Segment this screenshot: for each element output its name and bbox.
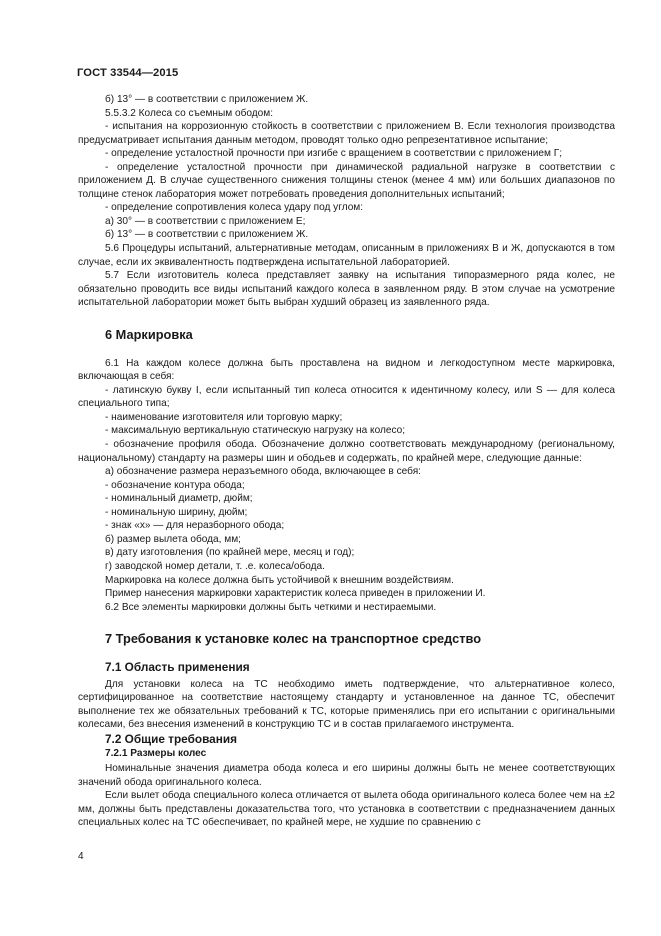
section-heading: 6 Маркировка xyxy=(105,326,193,342)
list-item: в) дату изготовления (по крайней мере, месяц и год); xyxy=(105,547,355,559)
list-item: г) заводской номер детали, т. .е. колеса/обода. xyxy=(105,560,325,572)
paragraph: Если вылет обода специального колеса отличается от вылета обода оригинального колеса более чем на ±2 мм, должны быть представлены доказательства того, что установка в соответствии с предназначением данных специальных колес на ТС обеспечивает, по крайней мере, не худшие по сравнению с xyxy=(78,790,615,829)
list-item: - определение усталостной прочности при динамической радиальной нагрузке в соответствии с приложением Д. В случае существенного снижения толщины стенок (менее 4 мм) или больших диапазонов по толщине стенок лаборатория может потребовать проведения дополнительных испытаний; xyxy=(78,161,615,200)
subsection-heading: 7.1 Область применения xyxy=(105,660,250,675)
page-number: 4 xyxy=(78,851,84,862)
list-item: - номинальную ширину, дюйм; xyxy=(105,506,248,518)
list-item: - наименование изготовителя или торговую марку; xyxy=(105,411,343,423)
list-item: - максимальную вертикальную статическую нагрузку на колесо; xyxy=(105,425,406,437)
list-item: а) 30° — в соответствии с приложением Е; xyxy=(105,215,306,227)
paragraph: 6.1 На каждом колесе должна быть проставлена на видном и легкодоступном месте маркировка, включающая в себя: xyxy=(78,357,615,383)
paragraph: б) 13° — в соответствии с приложением Ж. xyxy=(105,94,309,105)
list-item: а) обозначение размера неразъемного обода, включающее в себя: xyxy=(105,466,421,478)
list-item: - определение сопротивления колеса удару под углом: xyxy=(105,202,364,214)
list-item: - определение усталостной прочности при изгибе с вращением в соответствии с приложением Г; xyxy=(105,148,562,160)
paragraph: 5.6 Процедуры испытаний, альтернативные методам, описанным в приложениях В и Ж, допускаются в том случае, если их эквивалентность подтверждена испытательной лабораторией. xyxy=(78,243,615,268)
list-item: б) размер вылета обода, мм; xyxy=(105,533,241,545)
subsection-heading: 7.2 Общие требования xyxy=(105,731,237,746)
list-item: - знак «х» — для неразборного обода; xyxy=(105,520,285,532)
list-item: - латинскую букву I, если испытанный тип колеса относится к идентичному колесу, или S — для колеса специального типа; xyxy=(78,384,615,410)
paragraph: Пример нанесения маркировки характеристик колеса приведен в приложении И. xyxy=(105,588,486,600)
document-body xyxy=(78,93,615,830)
list-item: - обозначение контура обода; xyxy=(105,479,245,491)
paragraph: 5.7 Если изготовитель колеса представляет заявку на испытания типоразмерного ряда колес, не обязательно проводить все виды испытаний каждого колеса в заявленном ряду. В этом случае на усмотрение испытательной лаборатории может быть выбран худший образец из заявленного ряда. xyxy=(78,270,615,309)
list-item: б) 13° — в соответствии с приложением Ж. xyxy=(105,229,309,241)
document-header: ГОСТ 33544—2015 xyxy=(77,67,179,79)
list-item: - испытания на коррозионную стойкость в соответствии с приложением В. Если технология производства предусматривает испытания данным методом, проводят только одно репрезентативное испытание; xyxy=(78,121,615,146)
clause-heading: 5.5.3.2 Колеса со съемным ободом: xyxy=(105,107,274,119)
paragraph: Для установки колеса на ТС необходимо иметь подтверждение, что альтернативное колесо, сертифицированное на соответствие настоящему стандарту и установленное на данное ТС, обеспечит выполнение тех же обязательных требований к ТС, которые применялись при его испытании с оригинальными колесами, без внесения изменений в конструкцию ТС и в состав прилагаемого инструмента. xyxy=(78,678,615,731)
section-heading: 7 Требования к установке колес на транспортное средство xyxy=(105,631,482,647)
list-item: - номинальный диаметр, дюйм; xyxy=(105,493,253,505)
clause-heading: 7.2.1 Размеры колес xyxy=(105,748,207,760)
list-item: - обозначение профиля обода. Обозначение должно соответствовать международному (региональному, национальному) стандарту на размеры шин и ободьев и содержать, по крайней мере, следующие данные: xyxy=(78,439,615,464)
paragraph: Маркировка на колесе должна быть устойчивой к внешним воздействиям. xyxy=(105,574,454,586)
paragraph: 6.2 Все элементы маркировки должны быть четкими и нестираемыми. xyxy=(105,601,437,613)
paragraph: Номинальные значения диаметра обода колеса и его ширины должны быть не менее соответствующих значений обода оригинального колеса. xyxy=(78,762,615,788)
